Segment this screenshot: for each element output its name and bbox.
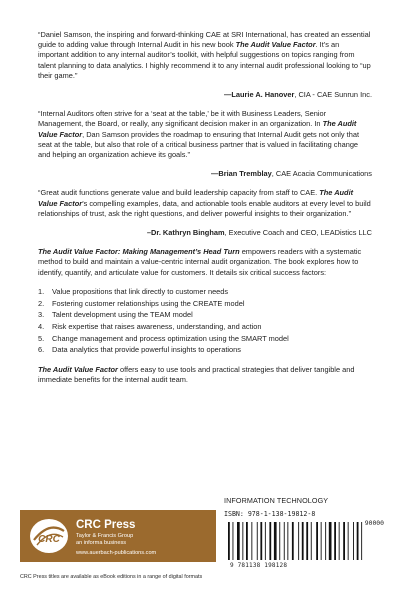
- footer-note: CRC Press titles are available as eBook editions in a range of digital formats: [20, 574, 203, 580]
- back-cover-text: [38, 30, 372, 394]
- list-item: 3. Talent development using the TEAM model: [38, 310, 193, 320]
- publisher-band: [20, 510, 216, 562]
- barcode-icon: [224, 522, 386, 562]
- closing-paragraph: [38, 365, 372, 385]
- list-item: 6. Data analytics that provide powerful insights to operations: [38, 345, 241, 355]
- testimonial-2-attribution: [38, 169, 372, 179]
- testimonial-3-role: , Executive Coach and CEO, LEADistics LLC: [224, 228, 372, 238]
- testimonial-2-role: , CAE Acacia Communications: [271, 169, 372, 179]
- list-item: 1. Value propositions that link directly to customer needs: [38, 286, 229, 296]
- description-text: empowers readers with a systematic method to build and maintain a value-centric internal audit organization. The book explores how to identify, quantify, and articulate value for customers. It details six critical success factors:: [38, 247, 362, 277]
- list-item: 2. Fostering customer relationships using the CREATE model: [38, 298, 245, 308]
- svg-text:CRC: CRC: [38, 534, 60, 545]
- testimonial-1-quote: “Daniel Samson, the inspiring and forward-thinking CAE at SRI International, has created an essential guide to adding value through Internal Audit in his new book The Audit Value Factor. It’s an important addition to any internal auditor’s toolkit, with helpful suggestions on topics ranging from talent planning to data analytics. I highly recommend it to any internal audit professional looking to “up their game.”: [38, 30, 371, 80]
- publisher-url: www.auerbach-publications.com: [76, 550, 157, 556]
- publisher-group: Taylor & Francis Group an informa business: [76, 533, 134, 546]
- testimonial-1-attribution: [38, 90, 372, 100]
- isbn-barcode: [224, 510, 386, 570]
- price-code: 90000: [364, 519, 384, 527]
- success-factors-list: [38, 287, 372, 356]
- testimonial-3-quote: “Great audit functions generate value and build leadership capacity from staff to CAE. The Audit Value Factor’s compelling examples, data, and actionable tools enable auditors at every level to build relationships of trust, ask the right questions, and deliver powerful insights to their organization.”: [38, 188, 371, 218]
- testimonial-1-role: , CIA - CAE Sunrun Inc.: [294, 90, 372, 100]
- book-description: [38, 247, 372, 278]
- testimonial-3-attribution: [38, 228, 372, 238]
- barcode-digits: 9 781138 198128: [230, 562, 288, 569]
- description-title: The Audit Value Factor: Making Management’s Head Turn: [38, 247, 240, 257]
- closing-text: offers easy to use tools and practical strategies that deliver tangible and immediate benefits for the internal audit team.: [38, 364, 355, 384]
- testimonial-2-author: —Brian Tremblay: [210, 169, 272, 179]
- crc-press-logo-icon: [28, 517, 70, 555]
- subject-category: INFORMATION TECHNOLOGY: [224, 496, 329, 505]
- list-item: 5. Change management and process optimization using the SMART model: [38, 333, 289, 343]
- list-item: 4. Risk expertise that raises awareness, understanding, and action: [38, 321, 262, 331]
- publisher-name: CRC Press: [76, 519, 136, 531]
- closing-title: The Audit Value Factor: [38, 364, 118, 374]
- isbn-text: ISBN: 978-1-138-19812-8: [224, 510, 316, 518]
- testimonial-3-author: –Dr. Kathryn Bingham: [146, 228, 225, 238]
- testimonial-1-author: —Laurie A. Hanover: [223, 90, 295, 100]
- testimonial-2-quote: “Internal Auditors often strive for a ‘seat at the table,’ be it with Business Leaders, Senior Management, the Board, or really, any significant decision maker in an organization. In The Audit Value Factor, Dan Samson provides the roadmap to ensuring that Internal Audit gets not only that seat at the table, but also that role of a critical business partner that is valued in facilitating change and helping an organization achieve its goals.”: [38, 109, 360, 160]
